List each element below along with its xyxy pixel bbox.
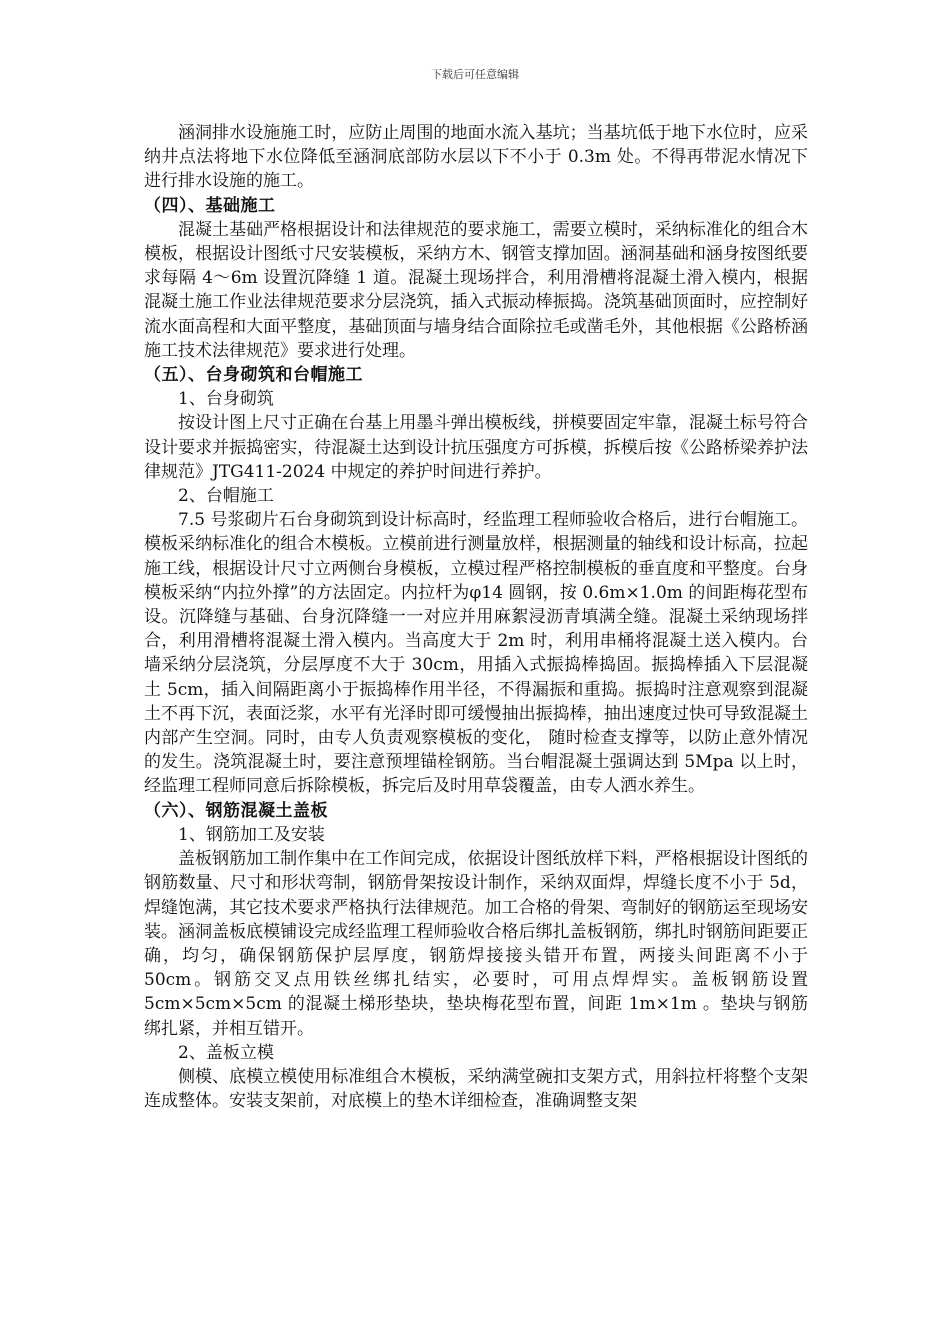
paragraph: 按设计图上尺寸正确在台基上用墨斗弹出模板线，拼模要固定牢靠，混凝土标号符合设计要求并振捣密实，待混凝土达到设计抗压强度方可拆模，拆模后按《公路桥梁养护法律规范》JTG411-2024 中规定的养护时间进行养护。 [144, 413, 808, 482]
section-heading: （四）、基础施工 [144, 195, 276, 216]
paragraph: 涵洞排水设施施工时，应防止周围的地面水流入基坑；当基坑低于地下水位时，应采纳井点法将地下水位降低至涵洞底部防水层以下不小于 0.3m 处。不得再带泥水情况下进行排水设施的施工。 [144, 123, 808, 192]
subsection-heading: 1、钢筋加工及安装 [178, 824, 325, 845]
page-header: 下载后可任意编辑 [431, 68, 519, 81]
paragraph: 混凝土基础严格根据设计和法律规范的要求施工，需要立模时，采纳标准化的组合木模板，根据设计图纸寸尺安装模板，采纳方木、钢管支撑加固。涵洞基础和涵身按图纸要求每隔 4～6m 设置沉降缝 1 道。混凝土现场拌合，利用滑槽将混凝土滑入模内，根据混凝土施工作业法律规范要求分层浇筑，插入式振动棒振捣。浇筑基础顶面时，应控制好流水面高程和大面平整度，基础顶面与墙身结合面除拉毛或凿毛外，其他根据《公路桥涵施工技术法律规范》要求进行处理。 [144, 219, 808, 361]
subsection-heading: 2、台帽施工 [178, 486, 274, 507]
document-body [144, 121, 808, 1113]
paragraph: 盖板钢筋加工制作集中在工作间完成，依据设计图纸放样下料，严格根据设计图纸的钢筋数量、尺寸和形状弯制，钢筋骨架按设计制作，采纳双面焊，焊缝长度不小于 5d，焊缝饱满，其它技术要求严格执行法律规范。加工合格的骨架、弯制好的钢筋运至现场安装。涵洞盖板底模铺设完成经监理工程师验收合格后绑扎盖板钢筋，绑扎时钢筋间距要正确，均匀，确保钢筋保护层厚度，钢筋焊接接头错开布置，两接头间距离不小于 50cm。钢筋交叉点用铁丝绑扎结实，必要时，可用点焊焊实。盖板钢筋设置 5cm×5cm×5cm 的混凝土梯形垫块，垫块梅花型布置，间距 1m×1m 。垫块与钢筋绑扎紧，并相互错开。 [144, 849, 808, 1039]
paragraph: 侧模、底模立模使用标准组合木模板，采纳满堂碗扣支架方式，用斜拉杆将整个支架连成整体。安装支架前，对底模上的垫木详细检查，准确调整支架 [144, 1066, 808, 1112]
subsection-heading: 1、台身砌筑 [178, 389, 274, 410]
subsection-heading: 2、盖板立模 [178, 1042, 274, 1063]
section-heading: （五）、台身砌筑和台帽施工 [144, 365, 363, 386]
section-heading: （六）、钢筋混凝土盖板 [144, 800, 328, 821]
paragraph: 7.5 号浆砌片石台身砌筑到设计标高时，经监理工程师验收合格后，进行台帽施工。模板采纳标准化的组合木模板。立模前进行测量放样，根据测量的轴线和设计标高，拉起施工线，根据设计尺寸立两侧台身模板，立模过程严格控制模板的垂直度和平整度。台身模板采纳“内拉外撑”的方法固定。内拉杆为φ14 圆钢，按 0.6m×1.0m 的间距梅花型布设。沉降缝与基础、台身沉降缝一一对应并用麻絮浸沥青填满全缝。混凝土采纳现场拌合，利用滑槽将混凝土滑入模内。当高度大于 2m 时，利用串桶将混凝土送入模内。台墙采纳分层浇筑，分层厚度不大于 30cm，用插入式振捣棒捣固。振捣棒插入下层混凝土 5cm，插入间隔距离小于振捣棒作用半径，不得漏振和重捣。振捣时注意观察到混凝土不再下沉，表面泛浆，水平有光泽时即可缓慢抽出振捣棒，抽出速度过快可导致混凝土内部产生空洞。同时，由专人负责观察模板的变化， 随时检查支撑等，以防止意外情况的发生。浇筑混凝土时，要注意预埋锚栓钢筋。当台帽混凝土强调达到 5Mpa 以上时，经监理工程师同意后拆除模板，拆完后及时用草袋覆盖，由专人洒水养生。 [144, 510, 808, 797]
